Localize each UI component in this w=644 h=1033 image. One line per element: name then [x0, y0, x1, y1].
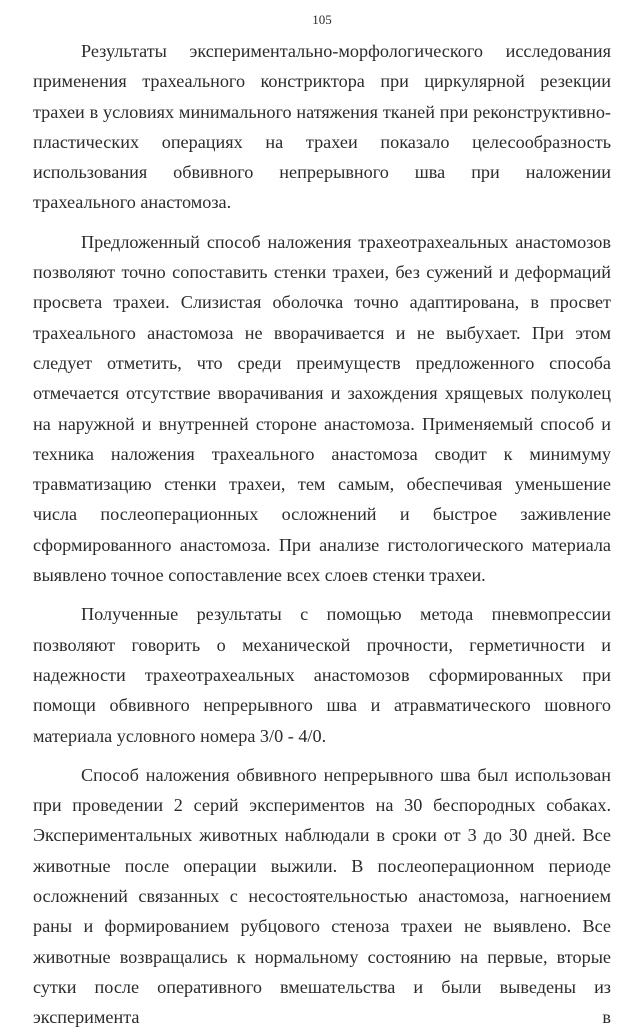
paragraph-pneumopressure-results: Полученные результаты с помощью метода пневмопрессии позволяют говорить о механической прочности, герметичности и надежности трахеотрахеальных анастомозов сформированных при помощи обвивного непрерывного шва и атравматического шовного материала условного номера 3/0 - 4/0.	[33, 604, 611, 746]
paragraph-experiment-series: Способ наложения обвивного непрерывного шва был использован при проведении 2 серий экспериментов на 30 беспородных собаках. Экспериментальных животных наблюдали в сроки от 3 до 30 дней. Все животные после операции выжили. В послеоперационном периоде осложнений связанных с несостоятельностью анастомоза, нагноением раны и формированием рубцового стеноза трахеи не выявлено. Все животные возвращались к нормальному состоянию на первые, вторые сутки после оперативного вмешательства и были выведены из эксперимента в	[33, 764, 611, 1028]
page-number: 105	[312, 12, 332, 27]
document-body	[33, 36, 611, 1033]
paragraph-proposed-method: Предложенный способ наложения трахеотрахеальных анастомозов позволяют точно сопоставить стенки трахеи, без сужений и деформаций просвета трахеи. Слизистая оболочка точно адаптирована, в просвет трахеального анастомоза не вворачивается и не выбухает. При этом следует отметить, что среди преимуществ предложенного способа отмечается отсутствие вворачивания и захождения хрящевых полуколец на наружной и внутренней стороне анастомоза. Применяемый способ и техника наложения трахеального анастомоза сводит к минимуму травматизацию стенки трахеи, тем самым, обеспечивая уменьшение числа послеоперационных осложнений и быстрое заживление сформированного анастомоза. При анализе гистологического материала выявлено точное сопоставление всех слоев стенки трахеи.	[33, 231, 611, 586]
paragraph-results-summary: Результаты экспериментально-морфологического исследования применения трахеального констриктора при циркулярной резекции трахеи в условиях минимального натяжения тканей при реконструктивно-пластических операциях на трахеи показало целесообразность использования обвивного непрерывного шва при наложении трахеального анастомоза.	[33, 41, 611, 213]
